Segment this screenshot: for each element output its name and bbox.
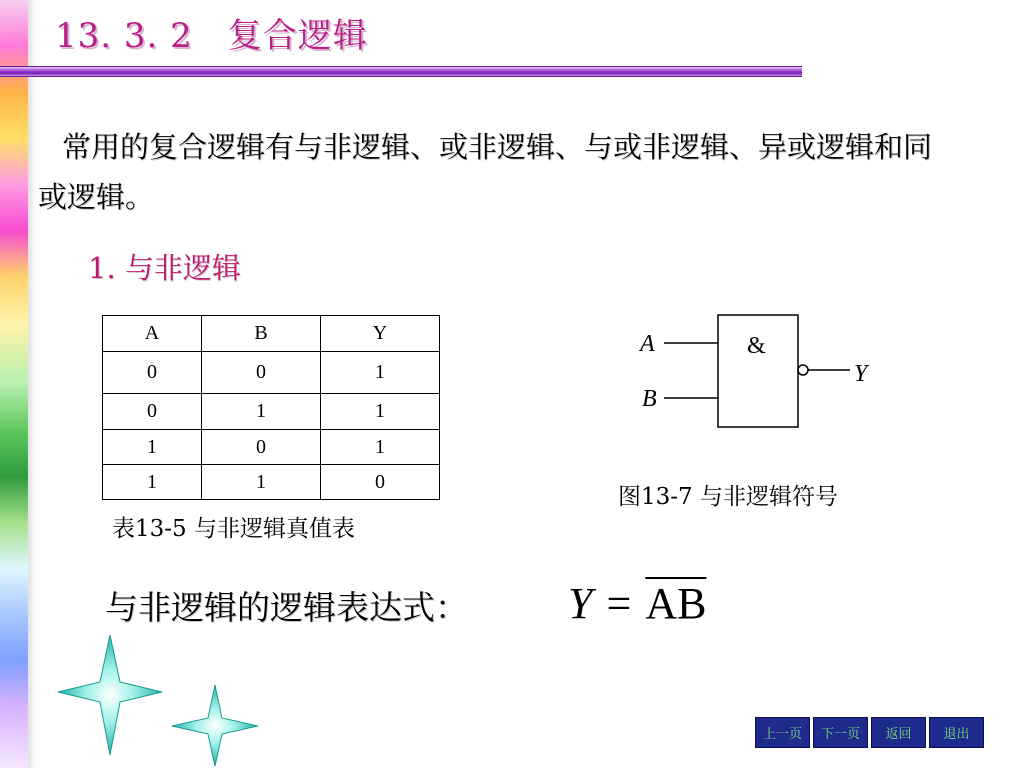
table-cell: 0 <box>202 430 321 465</box>
expression-lhs: Y <box>568 579 593 628</box>
table-cell: 1 <box>103 430 202 465</box>
table-row <box>103 394 440 430</box>
title-underline-bar <box>0 66 802 77</box>
table-header-cell: Y <box>321 316 440 352</box>
table-cell: 0 <box>202 352 321 394</box>
gate-body <box>718 315 798 427</box>
table-row <box>103 465 440 500</box>
table-cell: 1 <box>202 394 321 430</box>
figure-caption: 图13-7 与非逻辑符号 <box>618 484 838 510</box>
prev-page-button[interactable]: 上一页 <box>755 717 810 748</box>
gate-inversion-bubble <box>798 365 808 375</box>
sparkle-star-icon <box>58 635 162 755</box>
table-cell: 1 <box>202 465 321 500</box>
table-cell: 1 <box>103 465 202 500</box>
next-page-button[interactable]: 下一页 <box>813 717 868 748</box>
table-cell: 0 <box>103 394 202 430</box>
table-header-cell: A <box>103 316 202 352</box>
table-cell: 1 <box>321 352 440 394</box>
section-heading: 1. 与非逻辑 <box>88 251 241 285</box>
slide-navigation <box>755 717 987 748</box>
table-cell: 0 <box>321 465 440 500</box>
decorative-stars <box>50 630 270 768</box>
exit-button[interactable]: 退出 <box>929 717 984 748</box>
table-row <box>103 430 440 465</box>
table-header-row <box>103 316 440 352</box>
table-cell: 0 <box>103 352 202 394</box>
expression-label: 与非逻辑的逻辑表达式： <box>105 588 468 627</box>
table-cell: 1 <box>321 394 440 430</box>
gate-input-a-label: A <box>640 331 655 357</box>
gate-output-label: Y <box>854 361 868 387</box>
table-row <box>103 352 440 394</box>
slide-title: 13. 3. 2 复合逻辑 <box>55 16 368 56</box>
logic-expression <box>568 578 706 629</box>
table-cell: 1 <box>321 430 440 465</box>
nand-gate-symbol <box>620 305 880 435</box>
intro-paragraph: 常用的复合逻辑有与非逻辑、或非逻辑、与或非逻辑、异或逻辑和同或逻辑。 <box>38 130 933 214</box>
table-caption: 表13-5 与非逻辑真值表 <box>112 516 355 542</box>
gate-input-b-label: B <box>642 386 657 412</box>
back-button[interactable]: 返回 <box>871 717 926 748</box>
decorative-side-strip <box>0 0 28 768</box>
gate-and-label: & <box>747 333 766 359</box>
expression-equals: = <box>606 579 632 628</box>
expression-rhs-overlined: $\overline{AB}$ <box>645 579 707 628</box>
sparkle-star-icon <box>172 685 258 766</box>
table-header-cell: B <box>202 316 321 352</box>
truth-table <box>102 315 440 500</box>
